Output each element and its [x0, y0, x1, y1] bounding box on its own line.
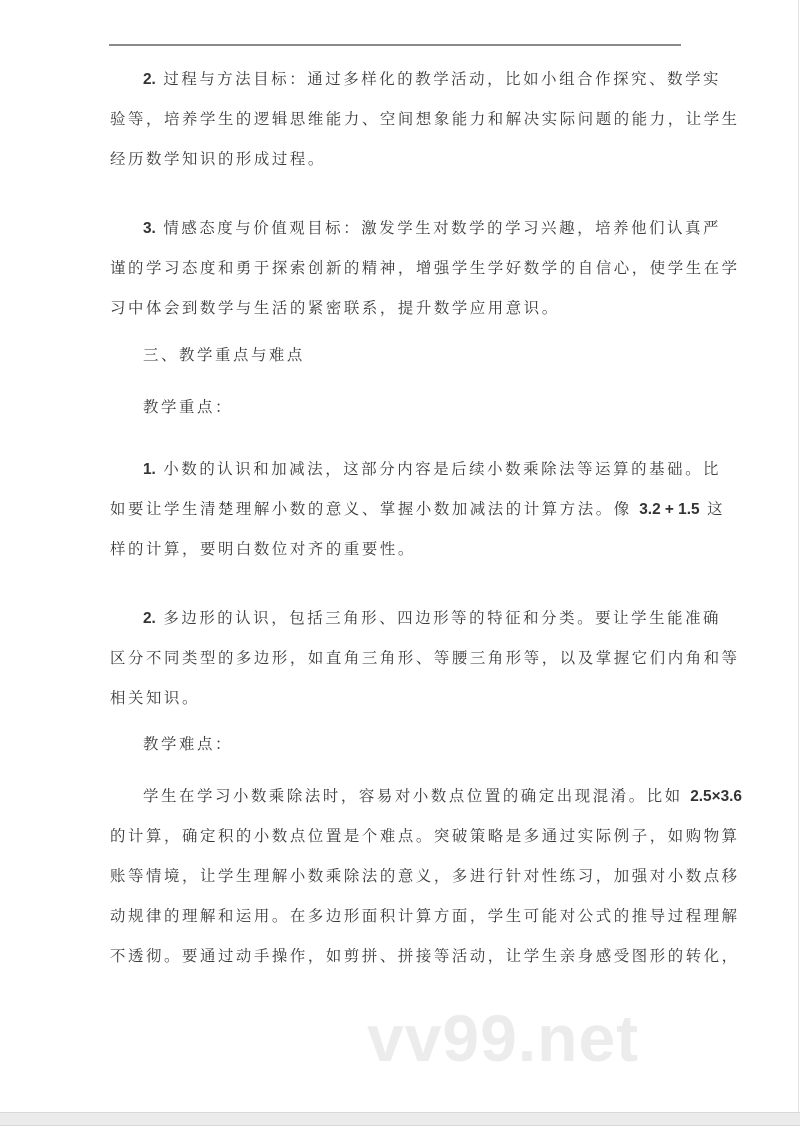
list-number: 3.: [143, 220, 156, 237]
text: 这: [699, 500, 726, 518]
paragraph-line: [143, 69, 722, 90]
paragraph-line: 账等情境，让学生理解小数乘除法的意义，多进行针对性练习，加强对小数点移: [110, 867, 740, 885]
difficulties-label: 教学难点：: [143, 735, 233, 753]
paragraph-line: [143, 608, 722, 629]
text: 学生在学习小数乘除法时，容易对小数点位置的确定出现混淆。比如: [143, 787, 691, 805]
paragraph-line: 习中体会到数学与生活的紧密联系，提升数学应用意识。: [110, 299, 560, 317]
page-separator: [0, 1112, 800, 1126]
text: 过程与方法目标：通过多样化的教学活动，比如小组合作探究、数学实: [155, 70, 722, 88]
paragraph-line: 经历数学知识的形成过程。: [110, 150, 326, 168]
paragraph-line: 样的计算，要明白数位对齐的重要性。: [110, 540, 416, 558]
paragraph-line: [143, 218, 722, 239]
section-heading: 三、教学重点与难点: [143, 346, 305, 364]
list-number: 2.: [143, 610, 156, 627]
paragraph-line: 区分不同类型的多边形，如直角三角形、等腰三角形等，以及掌握它们内角和等: [110, 649, 740, 667]
key-points-label: 教学重点：: [143, 398, 233, 416]
paragraph-line: 相关知识。: [110, 689, 200, 707]
watermark: vv99.net: [367, 1001, 640, 1075]
paragraph-line: [110, 499, 726, 520]
paragraph-line: [143, 786, 742, 807]
paragraph-line: 谨的学习态度和勇于探索创新的精神，增强学生学好数学的自信心，使学生在学: [110, 259, 740, 277]
header-rule: [109, 44, 681, 46]
math-expression: 2.5×3.6: [690, 788, 742, 805]
paragraph-line: 动规律的理解和运用。在多边形面积计算方面，学生可能对公式的推导过程理解: [110, 907, 740, 925]
text: 小数的认识和加减法，这部分内容是后续小数乘除法等运算的基础。比: [155, 460, 722, 478]
math-expression: 3.2 + 1.5: [639, 501, 700, 518]
list-number: 2.: [143, 71, 156, 88]
paragraph-line: 的计算，确定积的小数点位置是个难点。突破策略是多通过实际例子，如购物算: [110, 827, 740, 845]
list-number: 1.: [143, 461, 156, 478]
paragraph-line: [143, 459, 722, 480]
text: 多边形的认识，包括三角形、四边形等的特征和分类。要让学生能准确: [155, 609, 722, 627]
paragraph-line: 不透彻。要通过动手操作，如剪拼、拼接等活动，让学生亲身感受图形的转化，: [110, 947, 740, 965]
text: 如要让学生清楚理解小数的意义、掌握小数加减法的计算方法。像: [110, 500, 640, 518]
text: 情感态度与价值观目标：激发学生对数学的学习兴趣，培养他们认真严: [155, 219, 722, 237]
next-page: [0, 1126, 800, 1137]
paragraph-line: 验等，培养学生的逻辑思维能力、空间想象能力和解决实际问题的能力，让学生: [110, 110, 740, 128]
